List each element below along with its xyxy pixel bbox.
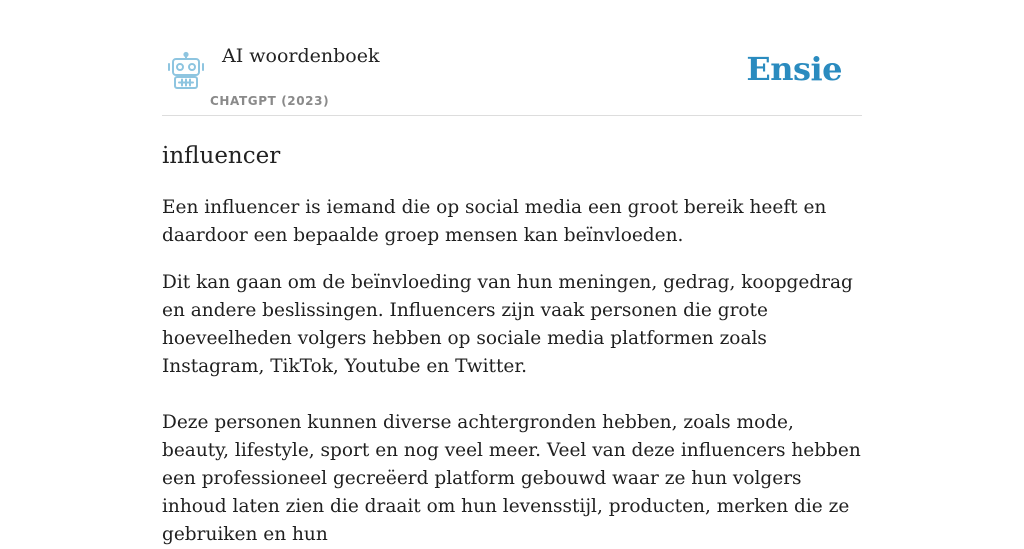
entry-header <box>162 0 862 116</box>
entry-paragraph: Dit kan gaan om de beïnvloeding van hun meningen, gedrag, koopgedrag en andere beslissingen. Influencers zijn vaak personen die grote hoeveelheden volgers hebben op sociale media platformen zoals Instagram, TikTok, Youtube en Twitter. <box>162 272 853 377</box>
entry-paragraph: Deze personen kunnen diverse achtergronden hebben, zoals mode, beauty, lifestyle, sport en nog veel meer. Veel van deze influencers hebben een professioneel gecreëerd platform gebouwd waar ze hun volgers inhoud laten zien die draait om hun levensstijl, producten, merken die ze gebruiken en hun <box>162 412 861 545</box>
source-title[interactable]: AI woordenboek <box>222 45 380 67</box>
entry-term: influencer <box>162 143 281 169</box>
page <box>162 0 862 549</box>
source-subtitle: CHATGPT (2023) <box>210 94 330 108</box>
entry-paragraph: Een influencer is iemand die op social media een groot bereik heeft en daardoor een bepaalde groep mensen kan beïnvloeden. <box>162 197 827 246</box>
robot-icon <box>166 52 206 90</box>
ensie-logo[interactable]: Ensie <box>746 50 842 88</box>
